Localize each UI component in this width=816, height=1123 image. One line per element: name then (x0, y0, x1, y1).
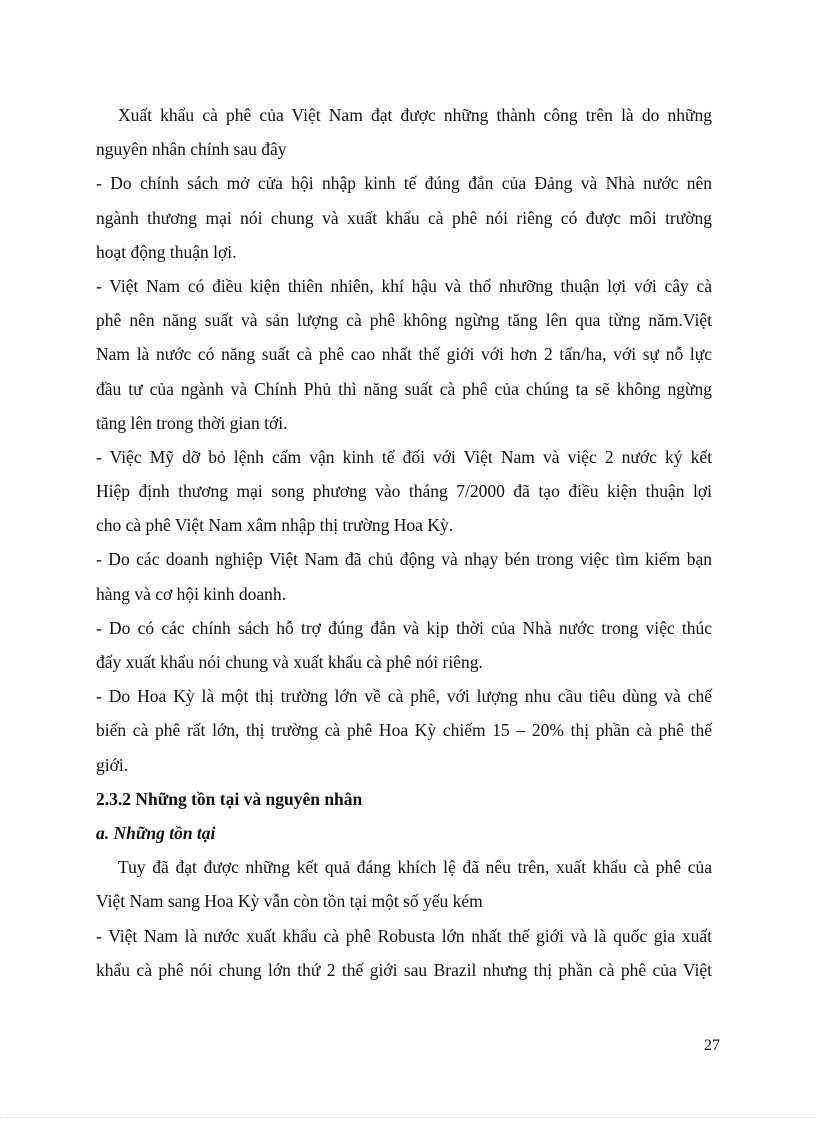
text-line: giới. (96, 754, 129, 775)
text-line: Việt Nam sang Hoa Kỳ vẫn còn tồn tại một số yếu kém (96, 891, 483, 912)
page-number: 27 (704, 1037, 720, 1054)
text-line: hoạt động thuận lợi. (96, 241, 237, 262)
section-heading: 2.3.2 Những tồn tại và nguyên nhân (96, 788, 363, 809)
text-line: hàng và cơ hội kinh doanh. (96, 583, 287, 604)
text-line: nguyên nhân chính sau đây (96, 139, 287, 160)
text-line: tăng lên trong thời gian tới. (96, 412, 288, 433)
text-line: Xuất khẩu cà phê của Việt Nam đạt được những thành công trên là do những (118, 105, 712, 125)
text-line: - Việt Nam là nước xuất khẩu cà phê Robusta lớn nhất thế giới và là quốc gia xuất (96, 925, 712, 946)
text-line: Hiệp định thương mại song phương vào tháng 7/2000 đã tạo điều kiện thuận lợi (96, 481, 712, 502)
page-bottom-rule (0, 1117, 816, 1118)
text-line: - Do các doanh nghiệp Việt Nam đã chủ động và nhạy bén trong việc tìm kiếm bạn (96, 549, 712, 570)
text-line: - Do có các chính sách hỗ trợ đúng đắn và kịp thời của Nhà nước trong việc thúc (96, 617, 712, 638)
text-line: ngành thương mại nói chung và xuất khẩu cà phê nói riêng có được môi trường (96, 207, 712, 228)
text-line: - Do Hoa Kỳ là một thị trường lớn về cà phê, với lượng nhu cầu tiêu dùng và chế (96, 686, 712, 707)
text-line: phê nên năng suất và sản lượng cà phê không ngừng tăng lên qua từng năm.Việt (96, 310, 712, 331)
text-line: biến cà phê rất lớn, thị trường cà phê Hoa Kỳ chiếm 15 – 20% thị phần cà phê thế (96, 720, 712, 741)
text-line: đầu tư của ngành và Chính Phủ thì năng suất cà phê của chúng ta sẽ không ngừng (96, 378, 712, 399)
text-line: - Do chính sách mở cửa hội nhập kinh tế đúng đắn của Đảng và Nhà nước nên (96, 173, 712, 194)
text-line: khẩu cà phê nói chung lớn thứ 2 thế giới sau Brazil nhưng thị phần cà phê của Việt (96, 959, 712, 980)
text-line: Nam là nước có năng suất cà phê cao nhất thế giới với hơn 2 tấn/ha, với sự nỗ lực (96, 344, 712, 365)
subsection-heading: a. Những tồn tại (96, 822, 216, 843)
document-body (96, 98, 712, 987)
text-line: Tuy đã đạt được những kết quả đáng khích lệ đã nêu trên, xuất khẩu cà phê của (118, 857, 712, 878)
text-line: đẩy xuất khẩu nói chung và xuất khẩu cà phê nói riêng. (96, 652, 483, 672)
text-line: - Việc Mỹ dỡ bỏ lệnh cấm vận kinh tế đối với Việt Nam và việc 2 nước ký kết (96, 446, 712, 467)
text-line: - Việt Nam có điều kiện thiên nhiên, khí hậu và thổ nhưỡng thuận lợi với cây cà (96, 275, 712, 296)
text-line: cho cà phê Việt Nam xâm nhập thị trường Hoa Kỳ. (96, 515, 454, 536)
